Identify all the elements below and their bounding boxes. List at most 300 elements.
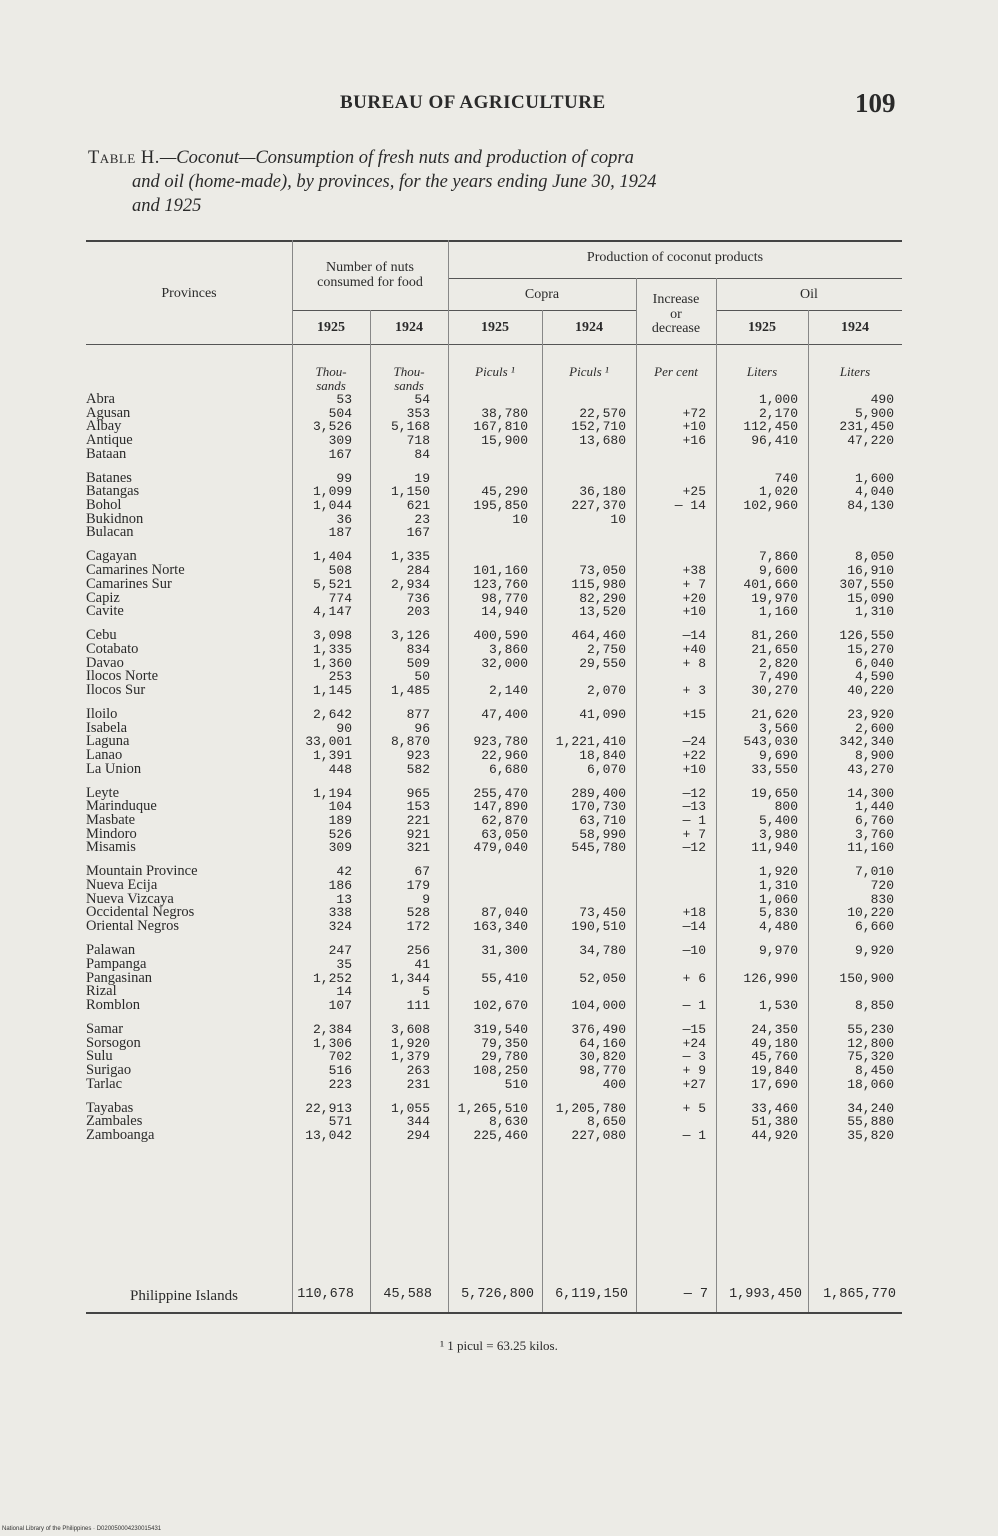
province-label: Pangasinan xyxy=(86,971,153,986)
cell-o24 xyxy=(808,448,894,462)
total-value: — 7 xyxy=(683,1287,708,1302)
cell-o24 xyxy=(808,985,894,999)
group-spacer xyxy=(448,855,528,865)
cell-o24: 11,160 xyxy=(847,841,894,856)
province-label: Iloilo xyxy=(86,707,118,722)
cell-n25: 1,335 xyxy=(312,642,352,657)
cell-o24: 490 xyxy=(870,393,894,407)
province-name xyxy=(86,1129,286,1143)
cell-o25: 33,460 xyxy=(751,1101,798,1116)
cell-n24: 877 xyxy=(406,707,430,722)
cell-o24: 6,760 xyxy=(854,814,894,828)
cell-o24: 8,450 xyxy=(854,1063,894,1078)
cell-n24: 3,608 xyxy=(390,1022,430,1037)
cell-n24: 67 xyxy=(414,865,430,880)
province-name xyxy=(86,564,286,578)
province-label: Albay xyxy=(86,420,122,435)
cell-o25: 740 xyxy=(774,471,798,486)
cell-n24: 263 xyxy=(406,1063,430,1078)
cell-c25: 63,050 xyxy=(481,827,528,842)
cell-o25: 126,990 xyxy=(743,971,798,986)
province-label: Mindoro xyxy=(86,827,137,842)
group-spacer xyxy=(636,855,706,865)
running-head: BUREAU OF AGRICULTURE xyxy=(340,92,606,113)
province-name xyxy=(86,592,286,606)
cell-c25 xyxy=(448,550,528,564)
cell-c25 xyxy=(448,893,528,907)
total-value: 6,119,150 xyxy=(555,1287,628,1302)
cell-n24: 1,055 xyxy=(390,1101,430,1116)
cell-c24: 13,520 xyxy=(579,605,626,619)
cell-ch: +27 xyxy=(682,1077,706,1092)
cell-o25: 3,980 xyxy=(758,827,798,842)
province-name xyxy=(86,749,286,763)
cell-n24: 3,126 xyxy=(390,629,430,643)
group-spacer xyxy=(542,461,626,471)
nuts-1924-column xyxy=(370,393,430,1143)
province-label: Tarlac xyxy=(86,1077,123,1092)
caption-line-1: —Coconut—Consumption of fresh nuts and production of copra xyxy=(159,148,634,168)
cell-c24 xyxy=(542,550,626,564)
cell-c25 xyxy=(448,526,528,540)
header-year: 1924 xyxy=(575,320,603,335)
cell-ch: +15 xyxy=(682,707,706,722)
cell-c24: 152,710 xyxy=(571,420,626,435)
group-spacer xyxy=(292,698,352,708)
table-top-rule xyxy=(86,240,902,242)
group-spacer xyxy=(716,855,798,865)
unit-label: sands xyxy=(316,378,346,393)
group-spacer xyxy=(448,1091,528,1101)
cell-ch xyxy=(636,722,706,736)
province-name xyxy=(86,944,286,958)
group-spacer xyxy=(370,461,430,471)
cell-n25: 702 xyxy=(328,1050,352,1064)
province-name xyxy=(86,657,286,671)
province-name xyxy=(86,893,286,907)
cell-c24: 64,160 xyxy=(579,1036,626,1051)
cell-n24: 921 xyxy=(406,827,430,842)
cell-ch: — 1 xyxy=(682,814,706,828)
cell-ch: +72 xyxy=(682,406,706,421)
cell-o25: 33,550 xyxy=(751,762,798,777)
cell-o25: 9,600 xyxy=(758,564,798,578)
cell-c24: 104,000 xyxy=(571,998,626,1013)
cell-n24: 509 xyxy=(406,656,430,671)
header-increase-1: Increase xyxy=(652,292,700,307)
cell-c25 xyxy=(448,393,528,407)
cell-ch xyxy=(636,513,706,527)
cell-n25: 186 xyxy=(328,879,352,893)
cell-n24: 2,934 xyxy=(390,577,430,592)
cell-ch: + 8 xyxy=(682,656,706,671)
scan-credit: National Library of the Philippines · D020050004230015431 xyxy=(2,1526,162,1532)
cell-o25: 30,270 xyxy=(751,683,798,698)
group-spacer xyxy=(370,698,430,708)
group-spacer xyxy=(370,855,430,865)
cell-ch xyxy=(636,670,706,684)
province-name xyxy=(86,1078,286,1092)
cell-o24: 720 xyxy=(870,879,894,893)
province-name xyxy=(86,420,286,434)
cell-o25: 543,030 xyxy=(743,735,798,749)
cell-o25: 2,820 xyxy=(758,656,798,671)
cell-n24: 582 xyxy=(406,762,430,777)
group-spacer xyxy=(808,698,894,708)
cell-ch: —12 xyxy=(682,841,706,856)
cell-n24: 179 xyxy=(406,879,430,893)
page-header xyxy=(0,88,998,128)
cell-ch: — 14 xyxy=(674,499,706,513)
province-name xyxy=(86,828,286,842)
cell-o25: 17,690 xyxy=(751,1077,798,1092)
cell-n24: 84 xyxy=(414,447,430,462)
group-spacer xyxy=(716,461,798,471)
cell-o25: 96,410 xyxy=(751,434,798,448)
cell-o24: 55,880 xyxy=(847,1115,894,1129)
province-name xyxy=(86,499,286,513)
cell-n25: 516 xyxy=(328,1063,352,1078)
nuts-1925-column xyxy=(292,393,352,1143)
total-value: 5,726,800 xyxy=(461,1287,534,1302)
footnote: ¹ 1 picul = 63.25 kilos. xyxy=(440,1338,558,1353)
cell-ch: —10 xyxy=(682,944,706,958)
cell-o25: 19,970 xyxy=(751,591,798,606)
cell-ch: —12 xyxy=(682,786,706,801)
cell-c25: 22,960 xyxy=(481,749,528,763)
cell-c25: 255,470 xyxy=(473,786,528,801)
group-spacer xyxy=(448,934,528,944)
province-label: Pampanga xyxy=(86,957,147,972)
province-name xyxy=(86,763,286,777)
group-spacer xyxy=(716,540,798,550)
cell-o25: 45,760 xyxy=(751,1050,798,1064)
province-label: Occidental Negros xyxy=(86,906,195,921)
cell-ch xyxy=(636,865,706,879)
header-increase-2: or xyxy=(670,307,682,322)
group-spacer xyxy=(292,461,352,471)
cell-n24: 965 xyxy=(406,786,430,801)
group-spacer xyxy=(448,776,528,786)
province-name xyxy=(86,629,286,643)
cell-ch: +20 xyxy=(682,591,706,606)
group-spacer xyxy=(292,619,352,629)
group-spacer xyxy=(448,540,528,550)
table-caption xyxy=(88,146,908,218)
cell-n25: 42 xyxy=(336,865,352,880)
province-label: Bulacan xyxy=(86,526,134,541)
cell-o25: 1,310 xyxy=(758,879,798,893)
unit-label: Piculs ¹ xyxy=(475,364,515,379)
cell-c24 xyxy=(542,472,626,486)
province-label: Oriental Negros xyxy=(86,920,180,934)
unit-label: Liters xyxy=(746,364,778,379)
province-name xyxy=(86,865,286,879)
group-spacer xyxy=(808,1013,894,1023)
province-name xyxy=(86,800,286,814)
cell-n25: 33,001 xyxy=(305,735,352,749)
cell-o25: 1,160 xyxy=(758,605,798,619)
group-spacer xyxy=(716,1013,798,1023)
cell-o25: 9,970 xyxy=(758,944,798,958)
cell-o24: 7,010 xyxy=(854,865,894,880)
province-label: Cotabato xyxy=(86,642,139,657)
cell-n25: 36 xyxy=(336,512,352,527)
total-label: Philippine Islands xyxy=(130,1288,238,1304)
cell-o24: 43,270 xyxy=(847,762,894,777)
cell-o25: 1,020 xyxy=(758,485,798,500)
cell-n24: 54 xyxy=(414,393,430,407)
cell-c25: 45,290 xyxy=(481,485,528,500)
cell-ch: +24 xyxy=(682,1036,706,1051)
cell-o25: 21,620 xyxy=(751,707,798,722)
cell-c25 xyxy=(448,722,528,736)
cell-n25: 508 xyxy=(328,564,352,578)
group-spacer xyxy=(542,1091,626,1101)
cell-c24: 63,710 xyxy=(579,814,626,828)
cell-o25: 5,830 xyxy=(758,906,798,921)
cell-o25: 1,530 xyxy=(758,998,798,1013)
group-spacer xyxy=(808,461,894,471)
cell-o24: 1,600 xyxy=(854,471,894,486)
cell-c25: 38,780 xyxy=(481,406,528,421)
cell-o25: 44,920 xyxy=(751,1128,798,1143)
group-spacer xyxy=(542,776,626,786)
cell-ch: — 1 xyxy=(682,1128,706,1143)
cell-c25: 98,770 xyxy=(481,591,528,606)
cell-n25: 53 xyxy=(336,393,352,407)
cell-c24: 376,490 xyxy=(571,1022,626,1037)
oil-1925-column xyxy=(716,393,798,1143)
province-label: Nueva Vizcaya xyxy=(86,892,174,907)
province-label: Nueva Ecija xyxy=(86,879,158,893)
cell-c24: 1,221,410 xyxy=(555,735,626,749)
cell-c25: 163,340 xyxy=(473,920,528,934)
cell-c25: 15,900 xyxy=(481,434,528,448)
header-production: Production of coconut products xyxy=(586,250,764,265)
cell-o25 xyxy=(716,985,798,999)
cell-o24: 6,040 xyxy=(854,656,894,671)
province-label: Tayabas xyxy=(86,1101,134,1116)
cell-n25: 22,913 xyxy=(305,1101,352,1116)
province-name xyxy=(86,670,286,684)
province-label: Isabela xyxy=(86,721,128,736)
copra-1924-column xyxy=(542,393,626,1143)
cell-o25 xyxy=(716,513,798,527)
cell-c25: 123,760 xyxy=(473,577,528,592)
cell-ch xyxy=(636,472,706,486)
province-label: Cavite xyxy=(86,605,124,619)
province-label: Camarines Sur xyxy=(86,577,172,592)
cell-c25: 102,670 xyxy=(473,998,528,1013)
cell-n24: 41 xyxy=(414,957,430,972)
cell-n25: 571 xyxy=(328,1115,352,1129)
cell-o24 xyxy=(808,958,894,972)
cell-ch: +22 xyxy=(682,749,706,763)
cell-o24: 126,550 xyxy=(839,629,894,643)
province-label: Laguna xyxy=(86,735,130,749)
cell-n24: 736 xyxy=(406,591,430,606)
header-bottom-rule xyxy=(86,344,902,345)
cell-n24: 621 xyxy=(406,499,430,513)
cell-ch xyxy=(636,958,706,972)
total-value: 1,865,770 xyxy=(823,1287,896,1302)
group-spacer xyxy=(636,1091,706,1101)
header-nuts-1: Number of nuts xyxy=(326,260,414,275)
province-label: Marinduque xyxy=(86,800,157,815)
cell-n25: 1,252 xyxy=(312,971,352,986)
province-label: Romblon xyxy=(86,998,140,1013)
group-spacer xyxy=(716,698,798,708)
cell-n25: 338 xyxy=(328,906,352,921)
province-label: Bukidnon xyxy=(86,512,144,527)
cell-o25: 19,840 xyxy=(751,1063,798,1078)
cell-c24 xyxy=(542,670,626,684)
cell-o25: 2,170 xyxy=(758,406,798,421)
caption-label: Table H. xyxy=(88,148,160,168)
cell-c25: 29,780 xyxy=(481,1050,528,1064)
province-name xyxy=(86,407,286,421)
province-label: Batanes xyxy=(86,471,132,486)
total-value: 1,993,450 xyxy=(729,1287,802,1302)
province-label: Sorsogon xyxy=(86,1036,141,1051)
group-spacer xyxy=(370,776,430,786)
cell-ch: — 1 xyxy=(682,998,706,1013)
cell-ch xyxy=(636,985,706,999)
group-spacer xyxy=(542,1013,626,1023)
province-name xyxy=(86,985,286,999)
cell-c24 xyxy=(542,958,626,972)
group-spacer xyxy=(292,934,352,944)
cell-c25 xyxy=(448,448,528,462)
group-spacer xyxy=(86,619,286,629)
group-spacer xyxy=(636,540,706,550)
province-name xyxy=(86,643,286,657)
province-label: Ilocos Sur xyxy=(86,683,146,698)
group-spacer xyxy=(808,619,894,629)
cell-ch: +10 xyxy=(682,605,706,619)
cell-c24: 30,820 xyxy=(579,1050,626,1064)
cell-o24: 10,220 xyxy=(847,906,894,921)
cell-n25: 2,384 xyxy=(312,1022,352,1037)
group-spacer xyxy=(448,461,528,471)
province-name xyxy=(86,906,286,920)
cell-n24: 5,168 xyxy=(390,420,430,435)
cell-c25 xyxy=(448,472,528,486)
cell-c24: 400 xyxy=(602,1077,626,1092)
cell-n25: 2,642 xyxy=(312,707,352,722)
header-year: 1925 xyxy=(748,320,776,335)
total-value: 110,678 xyxy=(297,1287,354,1302)
cell-c24: 227,370 xyxy=(571,499,626,513)
cell-c24: 2,070 xyxy=(586,683,626,698)
group-spacer xyxy=(542,619,626,629)
cell-o24: 231,450 xyxy=(839,420,894,435)
province-name xyxy=(86,787,286,801)
province-name xyxy=(86,920,286,934)
group-spacer xyxy=(636,776,706,786)
cell-n25: 104 xyxy=(328,800,352,815)
province-label: Davao xyxy=(86,656,124,671)
cell-o24: 342,340 xyxy=(839,735,894,749)
group-spacer xyxy=(292,1091,352,1101)
cell-o24: 4,590 xyxy=(854,670,894,684)
cell-o25: 3,560 xyxy=(758,721,798,736)
cell-o24: 150,900 xyxy=(839,971,894,986)
cell-c24 xyxy=(542,393,626,407)
cell-ch xyxy=(636,526,706,540)
province-name xyxy=(86,1064,286,1078)
province-label: Ilocos Norte xyxy=(86,670,159,684)
cell-n25: 1,099 xyxy=(312,485,352,500)
group-spacer xyxy=(636,619,706,629)
province-label: Palawan xyxy=(86,944,136,958)
cell-ch: + 7 xyxy=(682,827,706,842)
header-year: 1924 xyxy=(395,320,423,335)
cell-c24 xyxy=(542,526,626,540)
cell-o24: 3,760 xyxy=(854,827,894,842)
group-spacer xyxy=(292,1013,352,1023)
group-spacer xyxy=(542,698,626,708)
province-name xyxy=(86,605,286,619)
cell-n24: 9 xyxy=(422,892,430,907)
cell-c25 xyxy=(448,865,528,879)
cell-ch: — 3 xyxy=(682,1050,706,1064)
cell-c25: 319,540 xyxy=(473,1022,528,1037)
cell-c24: 18,840 xyxy=(579,749,626,763)
unit-label: Liters xyxy=(839,364,871,379)
cell-n25: 90 xyxy=(336,721,352,736)
cell-n25: 3,526 xyxy=(312,420,352,435)
group-spacer xyxy=(448,619,528,629)
cell-n24: 19 xyxy=(414,471,430,486)
cell-ch: +25 xyxy=(682,485,706,500)
cell-c24: 13,680 xyxy=(579,434,626,448)
cell-c24: 545,780 xyxy=(571,841,626,856)
cell-n24: 1,150 xyxy=(390,485,430,500)
cell-c24: 2,750 xyxy=(586,642,626,657)
cell-n25: 309 xyxy=(328,434,352,448)
cell-ch: —24 xyxy=(682,735,706,749)
cell-n25: 4,147 xyxy=(312,605,352,619)
cell-n24: 256 xyxy=(406,944,430,958)
cell-ch: —13 xyxy=(682,800,706,815)
province-label: Mountain Province xyxy=(86,865,198,880)
header-oil: Oil xyxy=(800,287,818,302)
cell-n25: 13 xyxy=(336,892,352,907)
group-spacer xyxy=(86,540,286,550)
cell-n24: 221 xyxy=(406,814,430,828)
province-label: La Union xyxy=(86,762,142,777)
cell-n24: 203 xyxy=(406,605,430,619)
province-name xyxy=(86,393,286,407)
group-spacer xyxy=(370,1091,430,1101)
province-name xyxy=(86,879,286,893)
cell-ch: —15 xyxy=(682,1022,706,1037)
province-label: Capiz xyxy=(86,591,120,606)
cell-c24: 115,980 xyxy=(571,577,626,592)
cell-c24: 170,730 xyxy=(571,800,626,815)
province-name xyxy=(86,448,286,462)
cell-ch: +40 xyxy=(682,642,706,657)
cell-n24: 528 xyxy=(406,906,430,921)
province-name xyxy=(86,972,286,986)
cell-o25: 401,660 xyxy=(743,577,798,592)
caption-line-3: and 1925 xyxy=(132,196,202,216)
province-label: Samar xyxy=(86,1022,124,1037)
cell-n25: 1,404 xyxy=(312,550,352,565)
cell-ch: —14 xyxy=(682,920,706,934)
